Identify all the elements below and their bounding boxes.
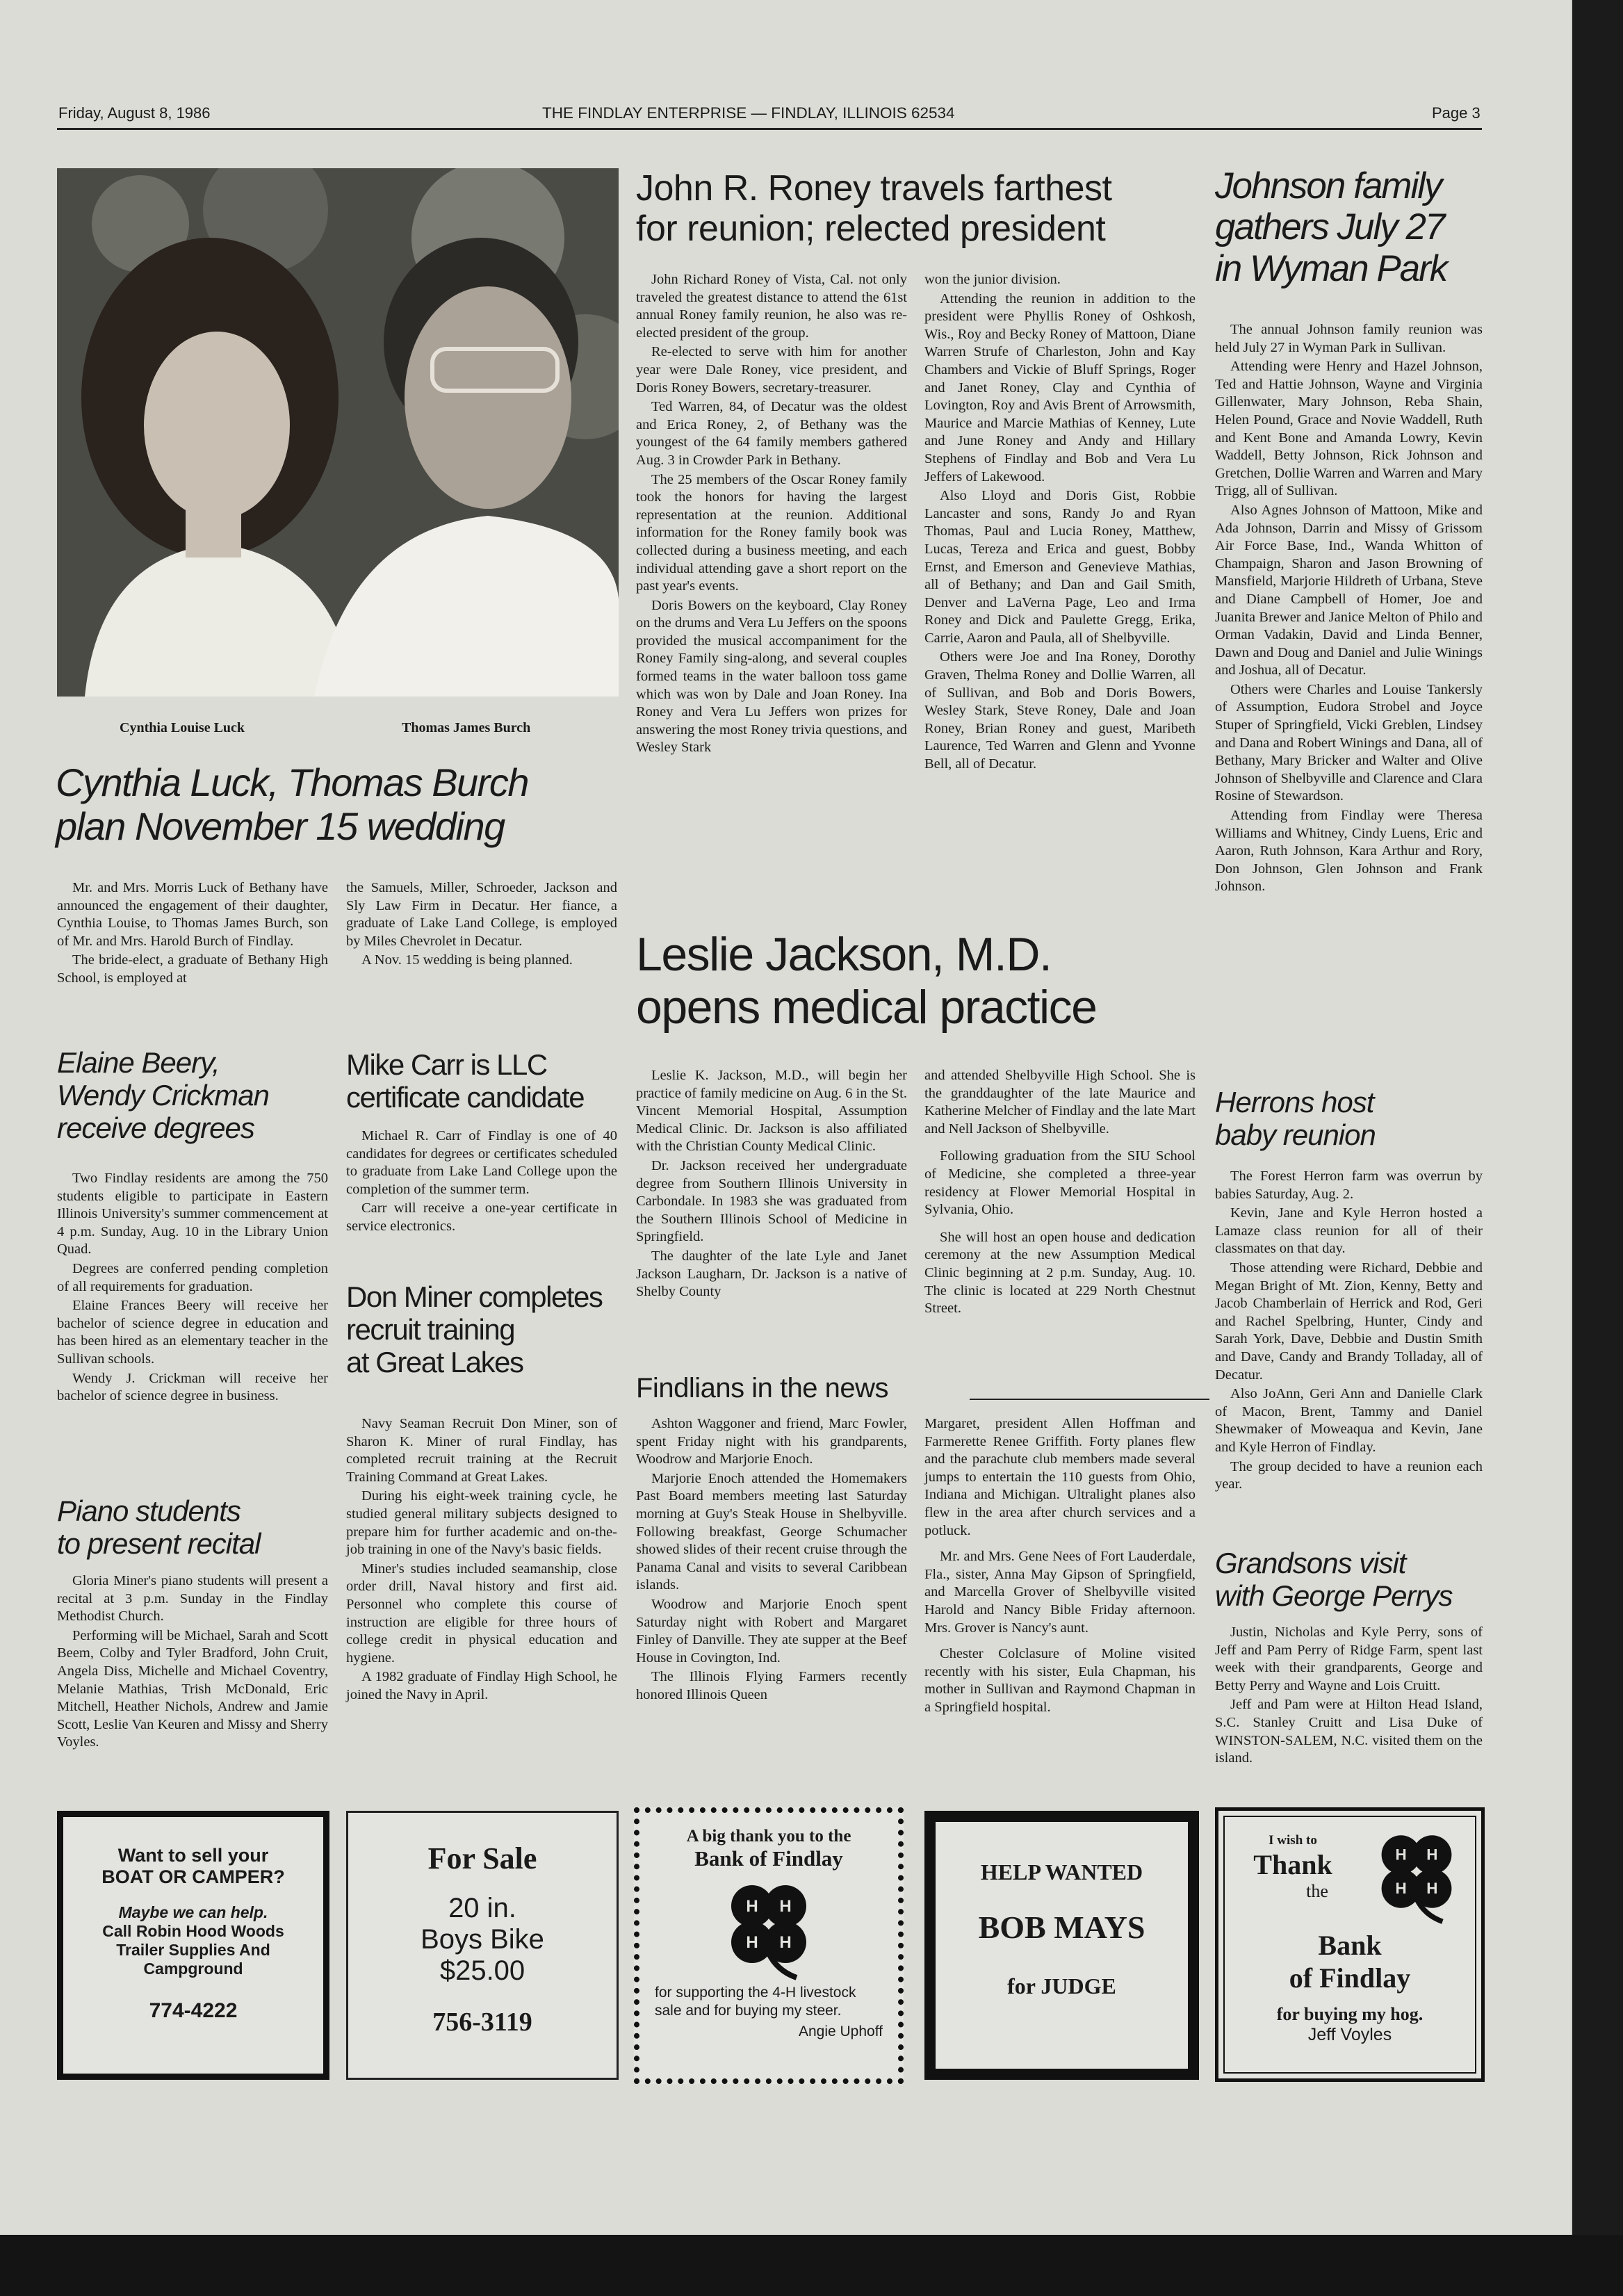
- roney-para: won the junior division.: [924, 272, 1061, 287]
- four-h-clover-icon: [713, 1877, 824, 1981]
- ad-bank1-line2: Bank of Findlay: [694, 1846, 843, 1871]
- roney-para: Re-elected to serve with him for another year were Dale Roney, vice president, and Doris Roney Bowers, secretary-treasurer.: [636, 344, 907, 396]
- herron-para: The Forest Herron farm was overrun by babies Saturday, Aug. 2.: [1215, 1169, 1483, 1202]
- beery-headline-line3: receive degrees: [57, 1112, 254, 1145]
- findlians-column-1: [636, 1415, 907, 1706]
- johnson-para: The annual Johnson family reunion was held July 27 in Wyman Park in Sullivan.: [1215, 322, 1483, 355]
- roney-column-2: [924, 271, 1196, 775]
- carr-headline-line1: Mike Carr is LLC: [346, 1048, 547, 1081]
- johnson-para: Also Agnes Johnson of Mattoon, Mike and Ada Johnson, Darrin and Missy of Grissom Air Force Base, Ind., Wanda Whitton of Champaign, Sharon and Jason Browning of Mansfield, Marjorie Hildreth of Urbana, Steve and Diane Campbell of Homer, Joe and Juanita Brewer and Janice Melton of Philo and Orman Vadakin, David and Linda Benner, Dawn and Doug and Daniel and Julie Winings and Joshua, all of Decatur.: [1215, 502, 1483, 678]
- johnson-body: [1215, 321, 1483, 897]
- header-page-number: Page 3: [1432, 104, 1481, 122]
- ad-bank2-line3: the: [1306, 1881, 1328, 1901]
- luck-headline: [56, 761, 626, 848]
- findlians-para: Mr. and Mrs. Gene Nees of Fort Lauderdale, Fla., sister, Anna May Gipson of Springfield, and Marcella Grover of Shelbyville visited Harold and Nancy Bible Friday afternoon. Mrs. Grover is Nancy's aunt.: [924, 1549, 1196, 1636]
- perry-headline: [1215, 1547, 1493, 1612]
- carr-body: [346, 1127, 617, 1237]
- luck-para: A Nov. 15 wedding is being planned.: [361, 952, 573, 968]
- herron-para: Also JoAnn, Geri Ann and Danielle Clark of Macon, Brent, Tammy and Daniel Shewmaker of Moweaqua and Kevin, Jane and Kyle Herron of Findlay.: [1215, 1386, 1483, 1455]
- ad-bank2-line5: of Findlay: [1289, 1962, 1411, 1994]
- findlians-headline: Findlians in the news: [636, 1373, 889, 1403]
- jackson-headline-line1: Leslie Jackson, M.D.: [636, 928, 1052, 981]
- findlians-rule: [970, 1399, 1209, 1400]
- findlians-column-2: [924, 1415, 1196, 1718]
- ad-boat-line2: BOAT OR CAMPER?: [101, 1866, 285, 1887]
- engagement-photo: [57, 168, 619, 697]
- roney-headline-line2: for reunion; relected president: [636, 209, 1106, 250]
- herron-para: Kevin, Jane and Kyle Herron hosted a Lamaze class reunion for all of their classmates on that day.: [1215, 1205, 1483, 1257]
- johnson-para: Attending from Findlay were Theresa Williams and Whitney, Cindy Luens, Eric and Aaron, Ruth Johnson, Kara Arthur and Rory, Don Johnson, Glen Johnson and Frank Johnson.: [1215, 808, 1483, 895]
- jackson-para: The daughter of the late Lyle and Janet Jackson Laugharn, Dr. Jackson is a native of Shelby County: [636, 1248, 907, 1300]
- photo-illustration: [57, 168, 619, 697]
- luck-para: the Samuels, Miller, Schroeder, Jackson and Sly Law Firm in Decatur. Her fiance, a graduate of Lake Land College, is employed by Miles Chevrolet in Decatur.: [346, 880, 617, 949]
- beery-para: Elaine Frances Beery will receive her bachelor of science degree in education and has been hired as an elementary teacher in the Sullivan schools.: [57, 1298, 328, 1367]
- ad-boat-line6: Campground: [143, 1960, 243, 1978]
- ad-bob-mays-judge: [924, 1811, 1199, 2080]
- ad-boat-line3: Maybe we can help.: [118, 1903, 268, 1921]
- herron-headline-line1: Herrons host: [1215, 1086, 1374, 1118]
- ad-bank2-line2: Thank: [1253, 1849, 1332, 1880]
- beery-para: Wendy J. Crickman will receive her bachelor of science degree in business.: [57, 1370, 328, 1404]
- miner-para: A 1982 graduate of Findlay High School, he joined the Navy in April.: [346, 1669, 617, 1702]
- johnson-para: Others were Charles and Louise Tankersly of Assumption, Eudora Strobel and Joyce Stuper of Springfield, Vicki Greblen, Lindsey and Dana and Robert Winings and Dana, all of Bethany, Mary Bricker and Walter and Olive Johnson of Shelbyville and Clarence and Clara Rosine of Stewardson.: [1215, 681, 1483, 804]
- herron-body: [1215, 1168, 1483, 1495]
- beery-headline-line1: Elaine Beery,: [57, 1046, 220, 1079]
- jackson-para: Leslie K. Jackson, M.D., will begin her practice of family medicine on Aug. 6 in the St. Vincent Memorial Hospital, Assumption Medical Clinic. Dr. Jackson is also affiliated with the Christian County Medical Clinic.: [636, 1068, 907, 1155]
- piano-body: [57, 1572, 328, 1753]
- carr-para: Carr will receive a one-year certificate in service electronics.: [346, 1200, 617, 1234]
- miner-headline: [346, 1280, 638, 1378]
- beery-body: [57, 1170, 328, 1407]
- jackson-para: and attended Shelbyville High School. She is the granddaughter of the late Maurice and Katherine Melcher of Findlay and the late Mart and Nell Jackson of Shelbyville.: [924, 1068, 1196, 1137]
- miner-para: Miner's studies included seamanship, close order drill, Naval history and first aid. Personnel who complete this course of instruction are eligible for three hours of college credit in physical education and hygiene.: [346, 1561, 617, 1666]
- clover-letter: H: [746, 1933, 758, 1952]
- jackson-para: She will host an open house and dedication ceremony at the new Assumption Medical Clinic beginning at 2 p.m. Sunday, Aug. 10. The clinic is located at 229 North Chestnut Street.: [924, 1229, 1196, 1317]
- johnson-headline-line2: gathers July 27: [1215, 206, 1444, 248]
- roney-para: Ted Warren, 84, of Decatur was the oldest and Erica Roney, 2, of Bethany was the youngest of the 64 family members gathered Aug. 3 in Crowder Park in Bethany.: [636, 399, 907, 468]
- herron-headline-line2: baby reunion: [1215, 1118, 1376, 1152]
- ad-boat-line1: Want to sell your: [117, 1845, 269, 1866]
- roney-para: Others were Joe and Ina Roney, Dorothy Graven, Thelma Roney and Dollie Warren, all of Sullivan, and Bob and Doris Bowers, Wesley Stark, Steve Roney, Dale and Joan Roney, Brian Roney and guest, Maribeth Laurence, Ted Warren and Glenn and Yvonne Bell, all of Decatur.: [924, 649, 1196, 772]
- findlians-para: The Illinois Flying Farmers recently honored Illinois Queen: [636, 1669, 907, 1702]
- johnson-headline-line3: in Wyman Park: [1215, 247, 1447, 289]
- findlians-para: Marjorie Enoch attended the Homemakers Past Board members meeting last Saturday morning at Guy's Steak House in Shelbyville. Following breakfast, George Schumacher showed slides of their recent cruise through the Panama Canal and visits to several Caribbean islands.: [636, 1470, 907, 1593]
- ad-boat-phone: 774-4222: [149, 1999, 238, 2022]
- johnson-para: Attending were Henry and Hazel Johnson, Ted and Hattie Johnson, Wayne and Virginia Gillenwater, Mary Johnson, Reba Shain, Helen Pound, Grace and Novie Waddell, Ruth and Kent Bone and Amanda Lowry, Kevin Waddell, Betty Johnson, Rick Johnson and Gretchen, Dollie Warren and Warren and Mary Trigg, all of Sullivan.: [1215, 359, 1483, 499]
- ad-bank-thank-you-steer: [634, 1807, 904, 2084]
- roney-para: John Richard Roney of Vista, Cal. not only traveled the greatest distance to attend the 61st annual Roney family reunion, he also was re-elected president of the group.: [636, 272, 907, 341]
- miner-para: Navy Seaman Recruit Don Miner, son of Sharon K. Miner of rural Findlay, has completed recruit training at the Recruit Training Command at Great Lakes.: [346, 1416, 617, 1485]
- piano-headline: [57, 1495, 335, 1560]
- findlians-para: Ashton Waggoner and friend, Marc Fowler, spent Friday night with his grandparents, Woodrow and Marjorie Enoch.: [636, 1416, 907, 1467]
- piano-headline-line1: Piano students: [57, 1495, 240, 1527]
- miner-body: [346, 1415, 617, 1706]
- herron-para: Those attending were Richard, Debbie and Megan Bright of Mt. Zion, Kenny, Betty and Jacob Chamberlain of Herrick and Rod, Geri and Rachel Spelbring, Hunter, Cindy and Sarah York, Dave, Debbie and Dustin Smith and Dave, Candy and Brandy Tolladay, all of Decatur.: [1215, 1260, 1483, 1383]
- luck-headline-line2: plan November 15 wedding: [56, 804, 505, 848]
- findlians-para: Margaret, president Allen Hoffman and Farmerette Renee Griffith. Forty planes flew and the parachute club members made several jumps to entertain the 110 guests from Ohio, Indiana and Michigan. Ultralight planes also flew in the area after church services and a potluck.: [924, 1416, 1196, 1538]
- ad-bank2-line6: for buying my hog.: [1276, 2004, 1424, 2024]
- piano-para: Gloria Miner's piano students will present a recital at 3 p.m. Sunday in the Findlay Methodist Church.: [57, 1573, 328, 1625]
- ad-bank2-signature: Jeff Voyles: [1307, 2025, 1392, 2044]
- ad-bank2-left: [1234, 1833, 1352, 1902]
- roney-para: Doris Bowers on the keyboard, Clay Roney on the drums and Vera Lu Jeffers on the spoons provided the musical accompaniment for the Roney Family sing-along, and several couples formed teams in the water balloon toss game which was won by Dale and Joan Roney. Ina Roney and Vera Lu Jeffers won prizes for answering the most Roney trivia questions, and Wesley Stark: [636, 597, 907, 756]
- findlians-para: Chester Colclasure of Moline visited recently with his sister, Eula Chapman, his mother in Sullivan and Raymond Chapman in a Springfield hospital.: [924, 1646, 1196, 1715]
- roney-para: Attending the reunion in addition to the president were Phyllis Roney of Oshkosh, Wis., Roy and Becky Roney of Mattoon, Diane Warren Strufe of Charleston, John and Kay Chambers and Vickie of Bluff Springs, Roger and Janet Roney, Clay and Cynthia of Lovington, Roy and Avis Brent of Arrowsmith, Maurice and Marcie Mathias of Kenney, Lute and June Roney and Andy and Hillary Stephens of Findlay and Bob and Vera Lu Jeffers of Lakewood.: [924, 291, 1196, 485]
- roney-para: Also Lloyd and Doris Gist, Robbie Lancaster and sons, Randy Jo and Ryan Thomas, Paul and Lucia Roney, Matthew, Lucas, Tereza and Erica and guest, Bobby Ernst, and Emerson and Genevieve Mathias, all of Bethany; and Dan and Gail Smith, Denver and LaVerna Page, Leo and Irma Roney and Dick and Paulette Gregg, Erika, Carrie, Aaron and Paula, all of Shelbyville.: [924, 488, 1196, 646]
- jackson-para: Following graduation from the SIU School of Medicine, she completed a three-year residency at Flower Memorial Hospital in Sylvania, Ohio.: [924, 1148, 1196, 1218]
- luck-para: The bride-elect, a graduate of Bethany High School, is employed at: [57, 952, 328, 986]
- findlians-para: Woodrow and Marjorie Enoch spent Saturday night with Robert and Margaret Finley of Danville. They ate supper at the Beef House in Covington, Ind.: [636, 1596, 907, 1666]
- miner-para: During his eight-week training cycle, he studied general military subjects designed to prepare him for further academic and on-the-job training in one of the Navy's basic fields.: [346, 1488, 617, 1558]
- ad-bike-line2: Boys Bike: [421, 1923, 544, 1955]
- clover-letter: H: [1395, 1846, 1407, 1864]
- ad-bank2-line1: I wish to: [1269, 1833, 1317, 1848]
- ad-bike-phone: 756-3119: [432, 2008, 532, 2037]
- ad-bank1-line3: for supporting the 4-H livestock sale and for buying my steer.: [655, 1985, 856, 2019]
- perry-para: Justin, Nicholas and Kyle Perry, sons of Jeff and Pam Perry of Ridge Farm, spent last week with their grandparents, George and Betty Perry and Wayne and Lois Cruitt.: [1215, 1625, 1483, 1693]
- perry-headline-line1: Grandsons visit: [1215, 1547, 1406, 1579]
- piano-headline-line2: to present recital: [57, 1527, 261, 1561]
- photo-caption-right: Thomas James Burch: [402, 720, 531, 735]
- jackson-headline-line2: opens medical practice: [636, 981, 1097, 1034]
- photo-caption-left: Cynthia Louise Luck: [120, 720, 245, 735]
- ad-bike-for-sale: [346, 1811, 619, 2080]
- clover-letter: H: [1395, 1880, 1407, 1898]
- beery-headline: [57, 1046, 335, 1144]
- carr-para: Michael R. Carr of Findlay is one of 40 candidates for degrees or certificates scheduled to graduate from Lake Land College upon the completion of the summer term.: [346, 1128, 617, 1197]
- ad-bank-thank-you-hog: [1215, 1807, 1485, 2082]
- header-date: Friday, August 8, 1986: [58, 104, 211, 122]
- miner-headline-line1: Don Miner completes: [346, 1280, 603, 1313]
- beery-headline-line2: Wendy Crickman: [57, 1079, 269, 1112]
- clover-letter: H: [1426, 1846, 1438, 1864]
- luck-column-2: [346, 879, 617, 971]
- roney-headline-line1: John R. Roney travels farthest: [636, 168, 1112, 209]
- jackson-column-2: [924, 1067, 1196, 1319]
- miner-headline-line3: at Great Lakes: [346, 1346, 523, 1379]
- piano-para: Performing will be Michael, Sarah and Scott Beem, Colby and Tyler Bradford, John Cruit, Angela Diss, Michelle and Michael Coventry, Melanie Mathias, Trish McDonald, Eric Mitchell, Heather Nichols, Andrew and Jamie Scott, Leslie Van Keuren and Missy and Sherry Voyles.: [57, 1627, 328, 1750]
- clover-letter: H: [779, 1933, 792, 1952]
- perry-para: Jeff and Pam were at Hilton Head Island, S.C. Stanley Cruitt and Lisa Duke of WINSTON-SALEM, N.C. visited them on the island.: [1215, 1697, 1483, 1766]
- scan-edge-right: [1572, 0, 1623, 2296]
- luck-para: Mr. and Mrs. Morris Luck of Bethany have announced the engagement of their daughter, Cynthia Louise, to Thomas James Burch, son of Mr. and Mrs. Harold Burch of Findlay.: [57, 880, 328, 949]
- perry-body: [1215, 1624, 1483, 1769]
- jackson-para: Dr. Jackson received her undergraduate degree from Southern Illinois University in Carbondale. In 1983 she was graduated from the Southern Illinois School of Medicine in Springfield.: [636, 1157, 907, 1245]
- four-h-clover-icon: [1364, 1827, 1469, 1925]
- header-masthead: THE FINDLAY ENTERPRISE — FINDLAY, ILLINOIS 62534: [542, 104, 955, 122]
- ad-boat-camper: [57, 1811, 329, 2080]
- ad-bike-price: $25.00: [439, 1955, 525, 1986]
- ad-mays-line3: for JUDGE: [1007, 1973, 1116, 1998]
- roney-para: The 25 members of the Oscar Roney family took the honors for having the largest representation at the reunion. Additional information for the Roney family book was collected during a business meeting, and each individual attending gave a short report on the past year's events.: [636, 471, 907, 594]
- ad-bike-line1: 20 in.: [448, 1893, 516, 1923]
- miner-headline-line2: recruit training: [346, 1313, 515, 1346]
- header-rule: [57, 128, 1482, 130]
- luck-column-1: [57, 879, 328, 989]
- johnson-headline: [1215, 165, 1493, 289]
- luck-headline-line1: Cynthia Luck, Thomas Burch: [56, 760, 528, 804]
- clover-letter: H: [1426, 1880, 1438, 1898]
- ad-bank2-line4: Bank: [1318, 1930, 1382, 1961]
- herron-para: The group decided to have a reunion each year.: [1215, 1458, 1483, 1492]
- johnson-headline-line1: Johnson family: [1215, 165, 1442, 206]
- perry-headline-line2: with George Perrys: [1215, 1579, 1453, 1613]
- clover-letter: H: [779, 1897, 792, 1916]
- ad-bank1-signature: Angie Uphoff: [798, 2023, 883, 2039]
- carr-headline: [346, 1048, 624, 1114]
- beery-para: Degrees are conferred pending completion of all requirements for graduation.: [57, 1260, 328, 1294]
- ad-mays-line1: HELP WANTED: [980, 1859, 1143, 1884]
- jackson-headline: [636, 928, 1206, 1034]
- carr-headline-line2: certificate candidate: [346, 1081, 585, 1114]
- ad-boat-line4: Call Robin Hood Woods: [102, 1922, 284, 1940]
- herron-headline: [1215, 1086, 1493, 1151]
- roney-headline: [636, 168, 1206, 249]
- ad-bike-title: For Sale: [427, 1841, 537, 1875]
- clover-letter: H: [746, 1897, 758, 1916]
- ad-boat-line5: Trailer Supplies And: [116, 1941, 270, 1959]
- scan-edge-bottom: [0, 2235, 1623, 2296]
- roney-column-1: [636, 271, 907, 758]
- ad-bank2-bottom: [1218, 1929, 1481, 2045]
- ad-mays-line2: BOB MAYS: [978, 1910, 1145, 1945]
- jackson-column-1: [636, 1067, 907, 1303]
- beery-para: Two Findlay residents are among the 750 students eligible to participate in Eastern Illinois University's summer commencement at 4 p.m. Sunday, Aug. 10 in the Library Union Quad.: [57, 1171, 328, 1257]
- ad-bank1-line1: A big thank you to the: [686, 1827, 851, 1846]
